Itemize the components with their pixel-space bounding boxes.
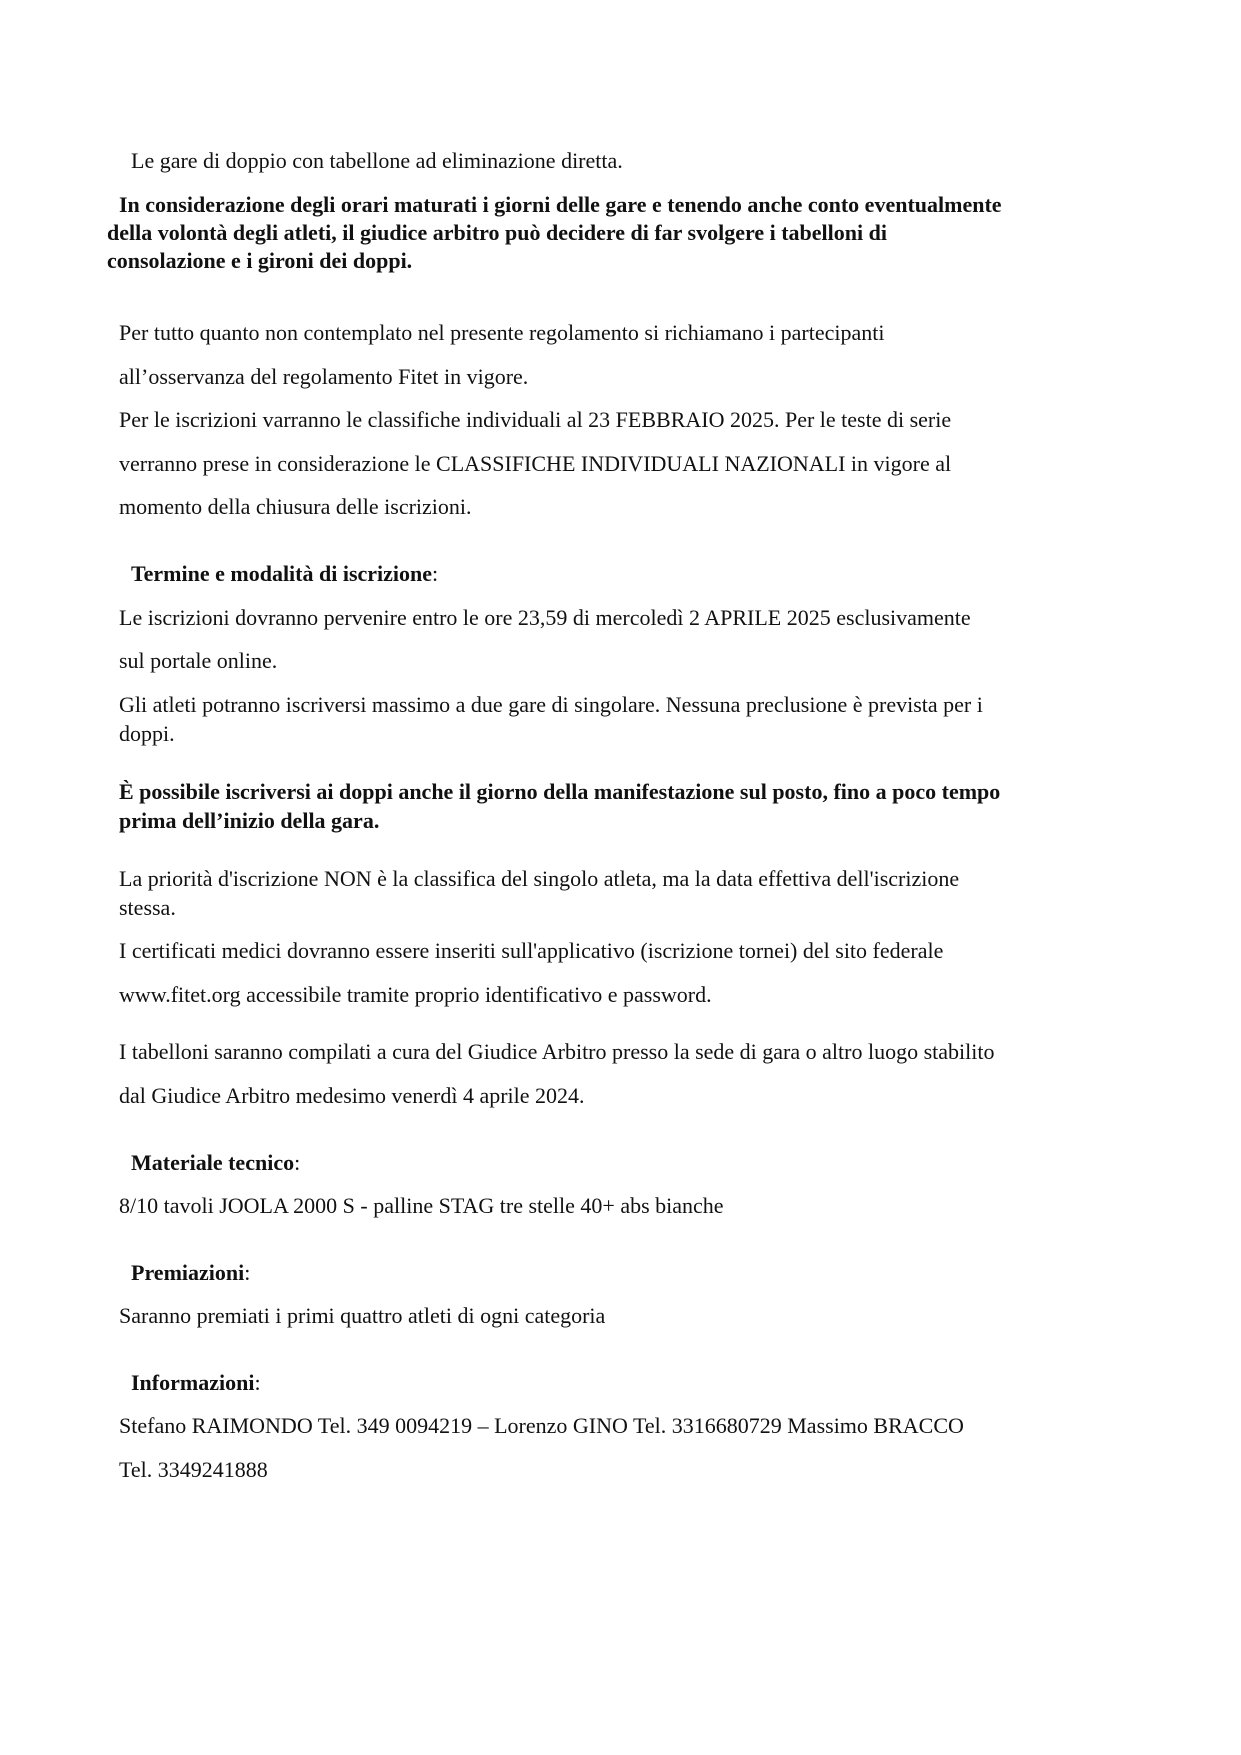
draw-line-2: dal Giudice Arbitro medesimo venerdì 4 aprile 2024. xyxy=(119,1083,585,1108)
equipment-text: 8/10 tavoli JOOLA 2000 S - palline STAG tre stelle 40+ abs bianche xyxy=(119,1193,724,1218)
equipment-heading xyxy=(131,1152,300,1174)
awards-heading xyxy=(131,1262,250,1284)
priority-line-2: stessa. xyxy=(119,895,176,920)
certificate-line-1: I certificati medici dovranno essere inseriti sull'applicativo (iscrizione tornei) del sito federale xyxy=(119,938,944,963)
bold-notice-line-3: consolazione e i gironi dei doppi. xyxy=(107,248,413,273)
regulation-line-2: all’osservanza del regolamento Fitet in vigore. xyxy=(119,364,529,389)
registration-heading-label: Termine e modalità di iscrizione xyxy=(131,561,433,586)
priority-line-1: La priorità d'iscrizione NON è la classifica del singolo atleta, ma la data effettiva dell'iscrizione xyxy=(119,866,960,891)
info-contacts-line-2: Tel. 3349241888 xyxy=(119,1457,268,1482)
regulation-line-5: momento della chiusura delle iscrizioni. xyxy=(119,494,472,519)
registration-heading-colon: : xyxy=(432,561,439,586)
info-contacts-line-1: Stefano RAIMONDO Tel. 349 0094219 – Lorenzo GINO Tel. 3316680729 Massimo BRACCO xyxy=(119,1413,964,1438)
registration-heading xyxy=(131,563,438,585)
info-heading-colon: : xyxy=(254,1370,261,1395)
regulation-line-4: verranno prese in considerazione le CLASSIFICHE INDIVIDUALI NAZIONALI in vigore al xyxy=(119,451,952,476)
awards-heading-colon: : xyxy=(244,1260,251,1285)
regulation-line-3: Per le iscrizioni varranno le classifiche individuali al 23 FEBBRAIO 2025. Per le teste di serie xyxy=(119,407,952,432)
certificate-line-2: www.fitet.org accessibile tramite proprio identificativo e password. xyxy=(119,982,712,1007)
bold-notice-line-2: della volontà degli atleti, il giudice arbitro può decidere di far svolgere i tabelloni di xyxy=(107,220,887,245)
info-heading-label: Informazioni xyxy=(131,1370,255,1395)
equipment-heading-label: Materiale tecnico xyxy=(131,1150,295,1175)
awards-text: Saranno premiati i primi quattro atleti di ogni categoria xyxy=(119,1303,606,1328)
regulation-line-1: Per tutto quanto non contemplato nel presente regolamento si richiamano i partecipanti xyxy=(119,320,885,345)
doubles-format-text: Le gare di doppio con tabellone ad eliminazione diretta. xyxy=(131,148,623,173)
info-heading xyxy=(131,1372,261,1394)
onsite-registration-line-1: È possibile iscriversi ai doppi anche il giorno della manifestazione sul posto, fino a poco tempo xyxy=(119,779,1001,804)
awards-heading-label: Premiazioni xyxy=(131,1260,245,1285)
registration-line-4: doppi. xyxy=(119,721,175,746)
equipment-heading-colon: : xyxy=(294,1150,301,1175)
registration-line-3: Gli atleti potranno iscriversi massimo a due gare di singolare. Nessuna preclusione è prevista per i xyxy=(119,692,983,717)
onsite-registration-line-2: prima dell’inizio della gara. xyxy=(119,808,380,833)
bold-notice-line-1: In considerazione degli orari maturati i giorni delle gare e tenendo anche conto eventualmente xyxy=(119,192,1002,217)
draw-line-1: I tabelloni saranno compilati a cura del Giudice Arbitro presso la sede di gara o altro luogo stabilito xyxy=(119,1039,995,1064)
registration-line-1: Le iscrizioni dovranno pervenire entro le ore 23,59 di mercoledì 2 APRILE 2025 esclusivamente xyxy=(119,605,971,630)
registration-line-2: sul portale online. xyxy=(119,648,278,673)
